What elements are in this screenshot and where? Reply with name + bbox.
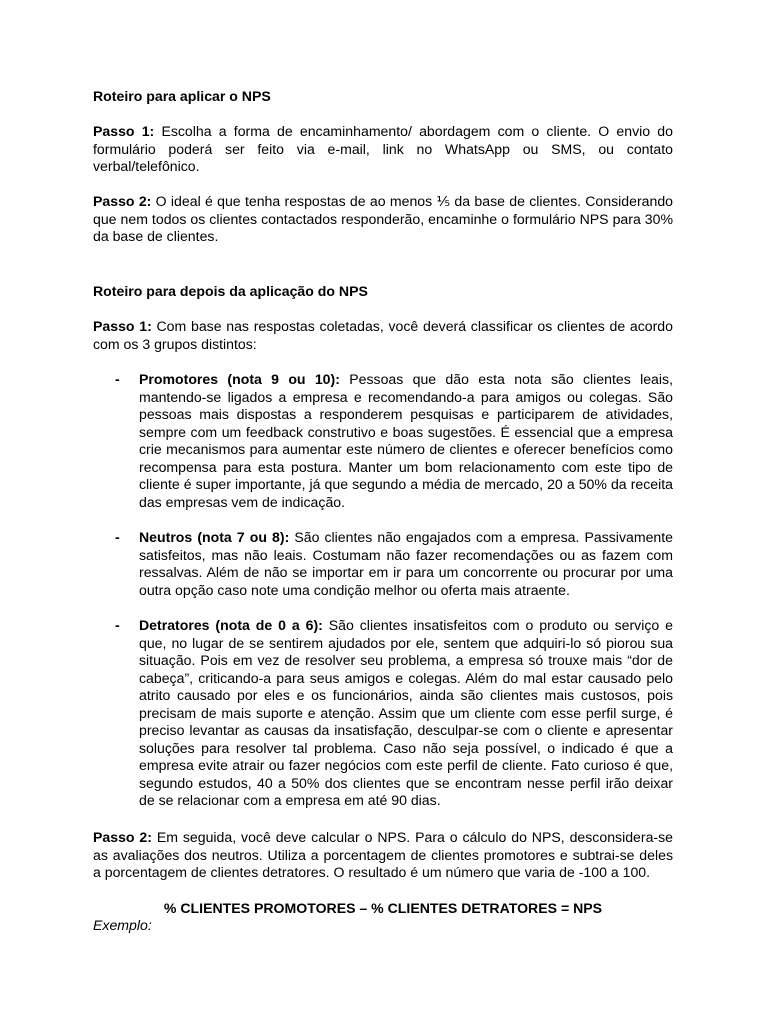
group-label: Neutros (nota 7 ou 8): — [139, 529, 290, 545]
section-title-after: Roteiro para depois da aplicação do NPS — [93, 283, 368, 299]
nps-formula: % CLIENTES PROMOTORES – % CLIENTES DETRATORES = NPS — [163, 900, 603, 916]
group-description — [139, 371, 673, 511]
step-text: Com base nas respostas coletadas, você deverá classificar os clientes de acordo com os 3 grupos distintos: — [93, 318, 673, 352]
group-description — [139, 617, 673, 810]
step-text: O ideal é que tenha respostas de ao menos ⅕ da base de clientes. Considerando que nem todos os clientes contactados responderão, encaminhe o formulário NPS para 30% da base de clientes. — [93, 193, 673, 244]
group-label: Promotores (nota 9 ou 10): — [139, 371, 340, 387]
apply-step-2 — [93, 193, 673, 246]
bullet-dash: - — [115, 529, 120, 545]
apply-step-1 — [93, 123, 673, 176]
group-label: Detratores (nota de 0 a 6): — [139, 617, 323, 633]
step-text: Em seguida, você deve calcular o NPS. Para o cálculo do NPS, desconsidera-se as avaliações dos neutros. Utiliza a porcentagem de clientes promotores e subtrai-se deles a porcentagem de clientes detratores. O resultado é um número que varia de -100 a 100. — [93, 829, 673, 880]
group-text: São clientes insatisfeitos com o produto ou serviço e que, no lugar de se sentirem ajudados por ele, sentem que adquiri-lo só piorou sua situação. Pois em vez de resolver seu problema, a empresa só trouxe mais “dor de cabeça”, criticando-a para seus amigos e colegas. Além do mal estar causado pelo atrito causado por eles e os funcionários, ainda são clientes mais custosos, pois precisam de mais suporte e atenção. Assim que um cliente com esse perfil surge, é preciso levantar as causas da insatisfação, desculpar-se com o cliente e apresentar soluções para resolver tal problema. Caso não seja possível, o indicado é que a empresa evite atrair ou fazer negócios com este perfil de cliente. Fato curioso é que, segundo estudos, 40 a 50% dos clientes que se encontram nesse perfil irão deixar de se relacionar com a empresa em até 90 dias. — [139, 617, 673, 808]
bullet-dash: - — [115, 617, 120, 633]
group-description — [139, 529, 673, 599]
after-step-2 — [93, 829, 673, 882]
step-label: Passo 2: — [93, 193, 152, 209]
example-label: Exemplo: — [93, 917, 152, 933]
after-step-1 — [93, 318, 673, 353]
step-label: Passo 1: — [93, 318, 152, 334]
group-text: Pessoas que dão esta nota são clientes leais, mantendo-se ligados a empresa e recomendando-a para amigos ou colegas. São pessoas mais dispostas a responderem pesquisas e participarem de atividades, sempre com um feedback construtivo e boas sugestões. É essencial que a empresa crie mecanismos para aumentar este número de clientes e oferecer benefícios como recompensa para esta postura. Manter um bom relacionamento com este tipo de cliente é super importante, já que segundo a média de mercado, 20 a 50% da receita das empresas vem de indicação. — [139, 371, 673, 510]
step-label: Passo 1: — [93, 123, 155, 139]
step-label: Passo 2: — [93, 829, 152, 845]
bullet-dash: - — [115, 371, 120, 387]
group-text: São clientes não engajados com a empresa. Passivamente satisfeitos, mas não leais. Costumam não fazer recomendações ou as fazem com ressalvas. Além de não se importar em ir para um concorrente ou procurar por uma outra opção caso note uma condição melhor ou oferta mais atraente. — [139, 529, 673, 598]
section-title-apply: Roteiro para aplicar o NPS — [93, 88, 271, 104]
step-text: Escolha a forma de encaminhamento/ abordagem com o cliente. O envio do formulário poderá ser feito via e-mail, link no WhatsApp ou SMS, ou contato verbal/telefônico. — [93, 123, 673, 174]
